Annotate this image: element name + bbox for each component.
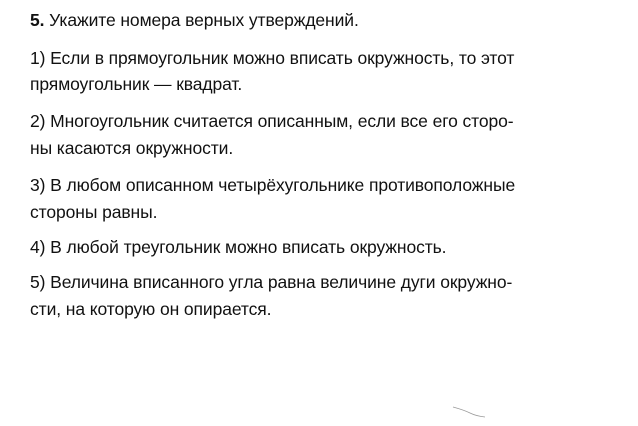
task-title: Укажите номера верных утверждений.	[49, 10, 359, 30]
statement-3-line-1: 3) В любом описанном четырёхугольнике противоположные	[30, 175, 516, 195]
task-number: 5.	[30, 10, 45, 30]
scan-artifact-mark	[452, 405, 486, 419]
statement-2-line-1: 2) Многоугольник считается описанным, если все его сторо-	[30, 111, 514, 131]
statement-1-line-1: 1) Если в прямоугольник можно вписать окружность, то этот	[30, 48, 515, 68]
statement-5-line-2: сти, на которую он опирается.	[30, 299, 272, 319]
statement-2-line-2: ны касаются окружности.	[30, 138, 234, 158]
statement-3-line-2: стороны равны.	[30, 202, 158, 222]
statement-1-line-2: прямоугольник — квадрат.	[30, 74, 243, 94]
task-heading	[30, 9, 359, 31]
statement-5-line-1: 5) Величина вписанного угла равна величине дуги окружно-	[30, 272, 513, 292]
statement-4-line-1: 4) В любой треугольник можно вписать окружность.	[30, 237, 447, 257]
